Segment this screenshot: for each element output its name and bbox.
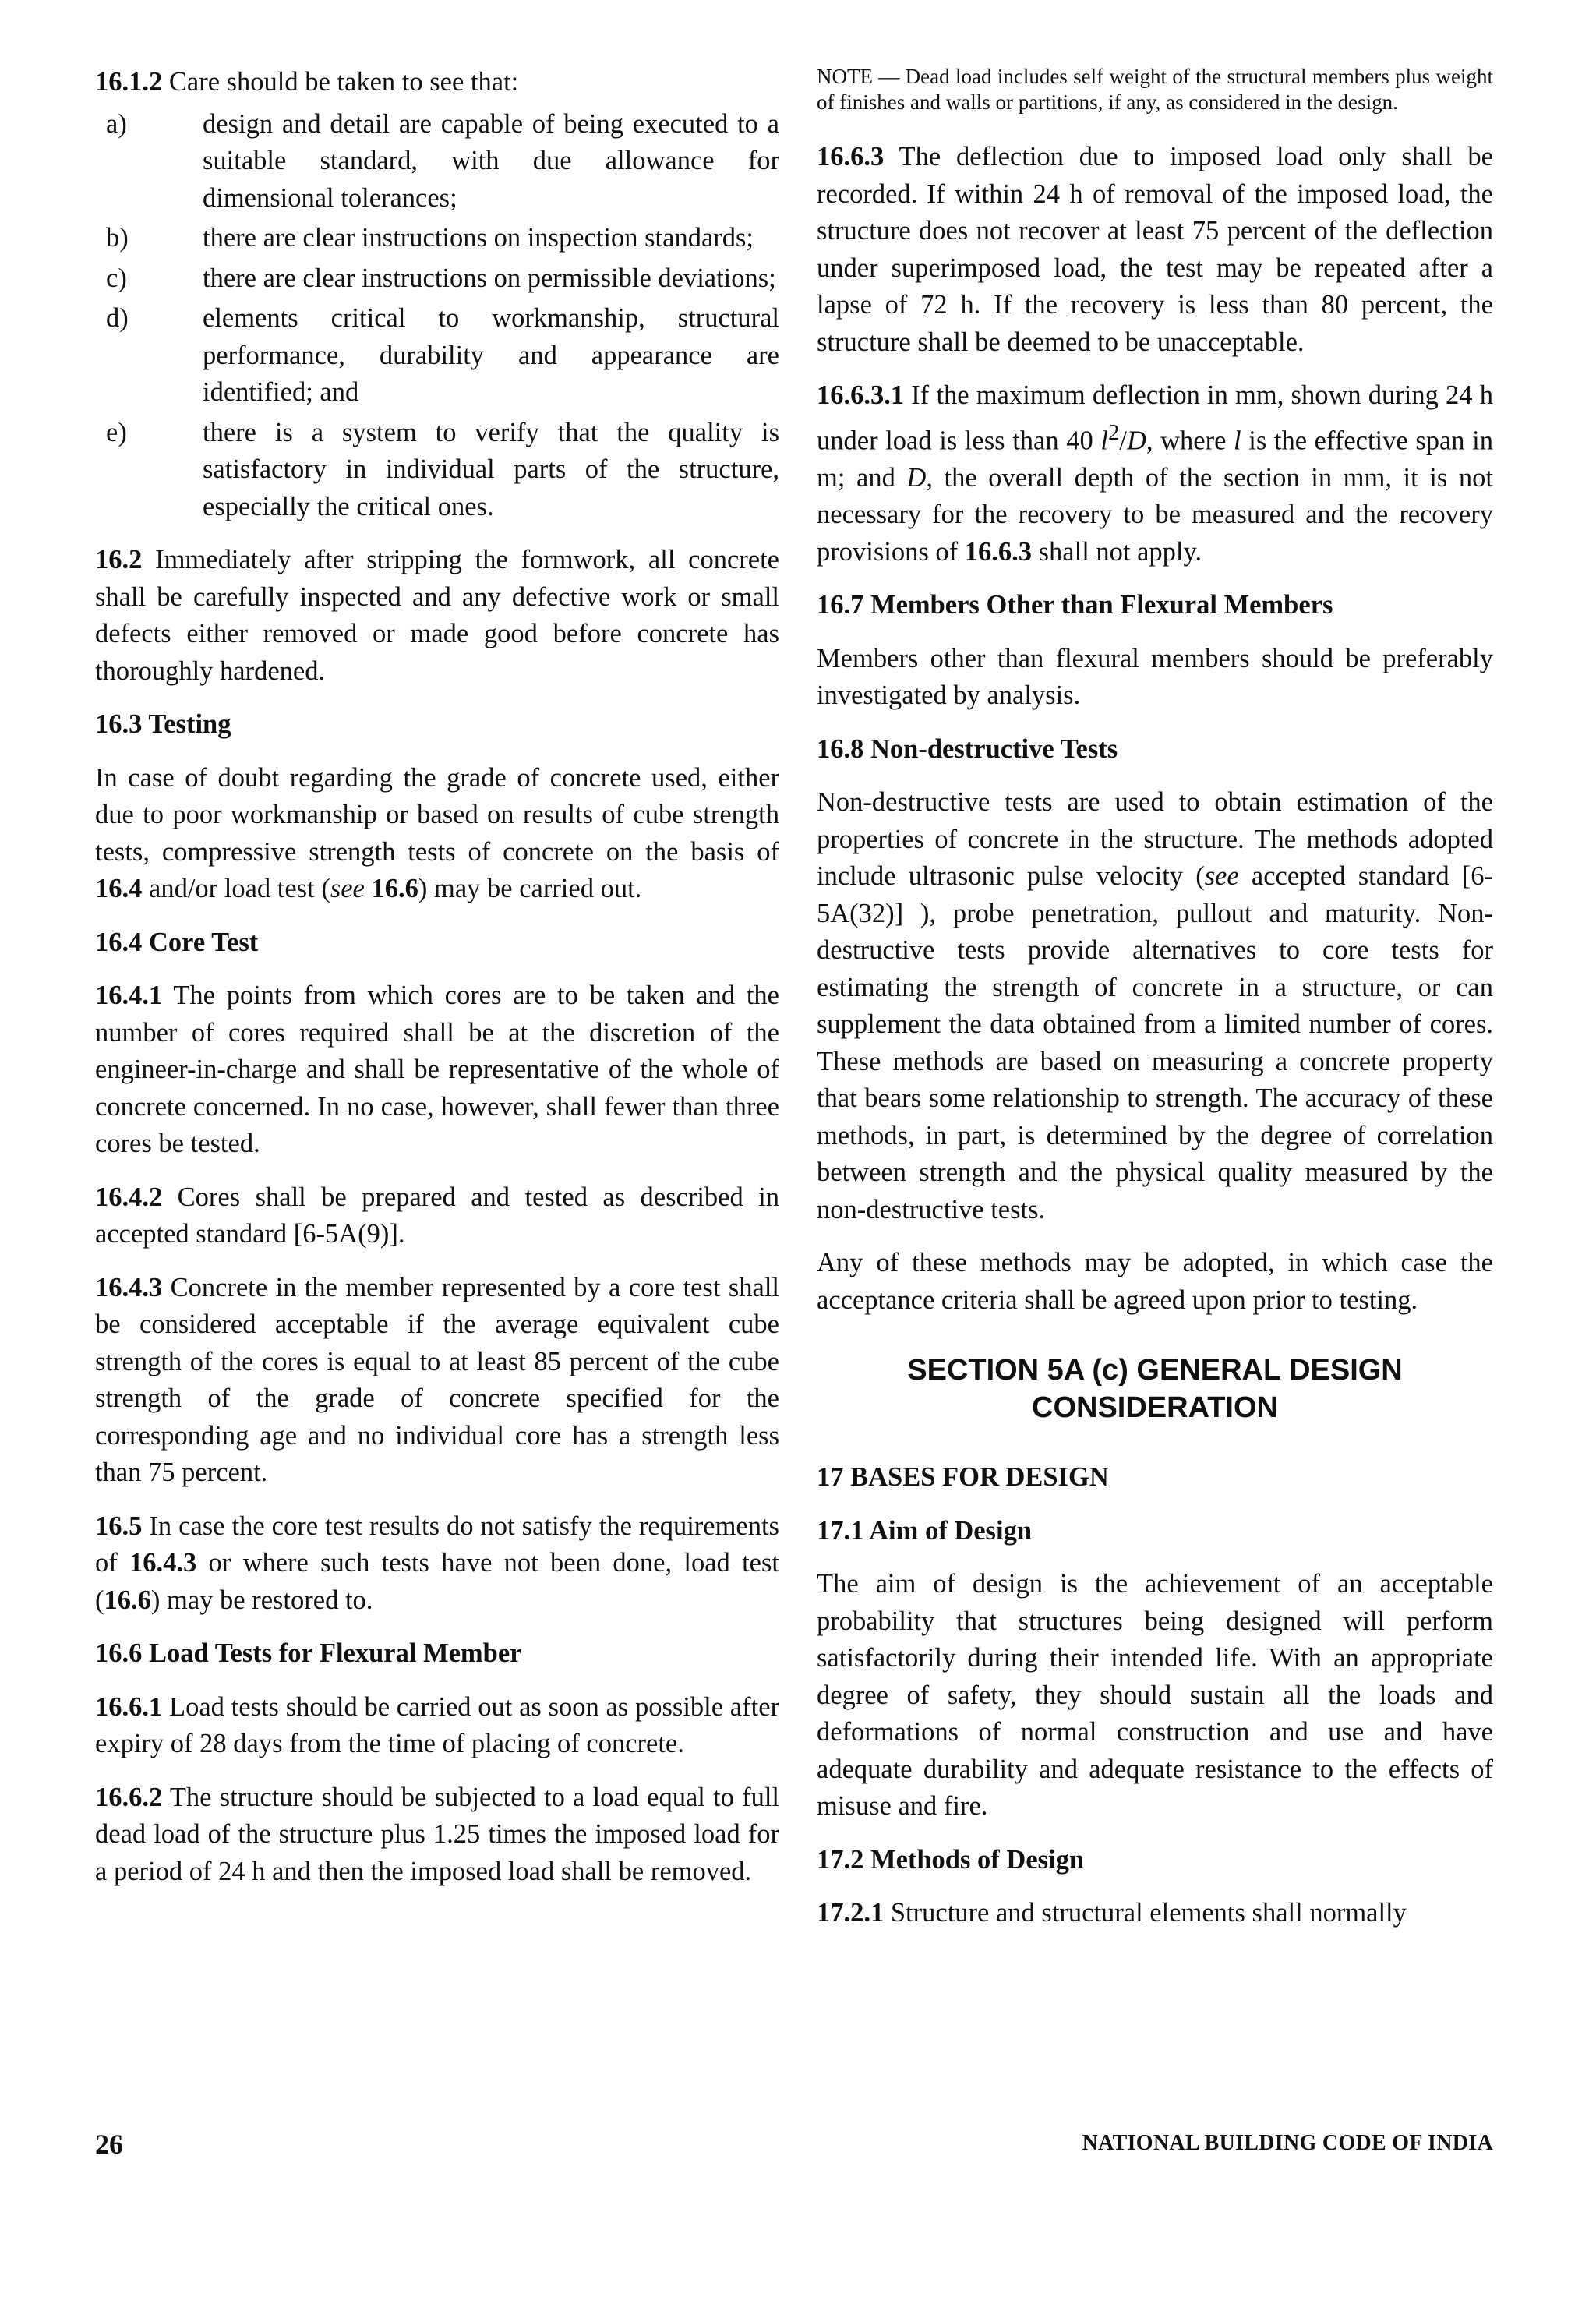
heading-16-4: 16.4 Core Test — [95, 927, 259, 957]
heading-17: 17 BASES FOR DESIGN — [817, 1462, 1109, 1492]
clause-16-6-1: 16.6.1 Load tests should be carried out as soon as possible after expiry of 28 days from the time of placing of concrete. — [95, 1691, 779, 1758]
clause-16-6-3: 16.6.3 The deflection due to imposed load only shall be recorded. If within 24 h of removal of the imposed load, the structure does not recover at least 75 percent of the deflection under superimposed load, the test may be repeated after a lapse of 72 h. If the recovery is less than 80 percent, the structure shall be deemed to be unacceptable. — [817, 142, 1493, 357]
clause-16-7-body: Members other than flexural members should be preferably investigated by analysis. — [817, 643, 1493, 710]
note: NOTE — Dead load includes self weight of the structural members plus weight of finishes and walls or partitions, if any, as considered in the design. — [817, 65, 1493, 114]
clause-16-1-2: 16.1.2 Care should be taken to see that: — [95, 67, 519, 97]
running-title: NATIONAL BUILDING CODE OF INDIA — [1082, 2131, 1493, 2155]
clause-17-2-1: 17.2.1 Structure and structural elements shall normally — [817, 1898, 1407, 1928]
list-item: c) there are clear instructions on permissible deviations; — [106, 263, 776, 293]
section-title: SECTION 5A (c) GENERAL DESIGN CONSIDERATION — [907, 1354, 1403, 1424]
clause-16-4-3: 16.4.3 Concrete in the member represented by a core test shall be considered acceptable if the average equivalent cube strength of the cores is equal to at least 85 percent of the cube strength of the grade of concrete specified for the corresponding age and no individual core has a strength less than 75 percent. — [95, 1272, 779, 1487]
heading-16-8: 16.8 Non-destructive Tests — [817, 733, 1118, 764]
clause-16-4-1: 16.4.1 The points from which cores are to be taken and the number of cores required shall be at the discretion of the engineer-in-charge and shall be representative of the whole of concrete concerned. In no case, however, shall fewer than three cores be tested. — [95, 981, 779, 1158]
page-number: 26 — [95, 2129, 123, 2160]
list-item: b) there are clear instructions on inspection standards; — [106, 223, 754, 253]
list-item: e) there is a system to verify that the quality is satisfactory in individual parts of the structure, especially the critical ones. — [106, 417, 779, 521]
clause-16-6-2: 16.6.2 The structure should be subjected to a load equal to full dead load of the structure plus 1.25 times the imposed load for a period of 24 h and then the imposed load shall be removed. — [95, 1782, 779, 1886]
clause-16-2: 16.2 Immediately after stripping the formwork, all concrete shall be carefully inspected and any defective work or small defects either removed or made good before concrete has thoroughly hardened. — [95, 545, 779, 686]
clause-17-1-body: The aim of design is the achievement of an acceptable probability that structures being designed will perform satisfactorily during their intended life. With an appropriate degree of safety, they should sustain all the loads and deformations of normal construction and use and have adequate durability and adequate resistance to the effects of misuse and fire. — [817, 1569, 1493, 1821]
clause-16-8-body: Non-destructive tests are used to obtain estimation of the properties of concrete in the structure. The methods adopted include ultrasonic pulse velocity (see accepted standard [6-5A(32)] ), probe penetration, pullout and maturity. Non-destructive tests provide alternatives to core tests for estimating the strength of concrete in a structure, or can supplement the data obtained from a limited number of cores. These methods are based on measuring a concrete property that bears some relationship to strength. The accuracy of these methods, in part, is determined by the degree of correlation between strength and the physical quality measured by the non-destructive tests. — [817, 787, 1493, 1224]
clause-16-5: 16.5 In case the core test results do not satisfy the requirements of 16.4.3 or where such tests have not been done, load test (16.6) may be restored to. — [95, 1511, 779, 1615]
right-column — [817, 64, 1493, 1949]
clause-16-3-body: In case of doubt regarding the grade of concrete used, either due to poor workmanship or based on results of cube strength tests, compressive strength tests of concrete on the basis of 16.4 and/or load test (see 16.6) may be carried out. — [95, 762, 779, 903]
clause-16-8-adoption: Any of these methods may be adopted, in which case the acceptance criteria shall be agreed upon prior to testing. — [817, 1248, 1493, 1315]
heading-17-2: 17.2 Methods of Design — [817, 1844, 1085, 1875]
clause-16-4-2: 16.4.2 Cores shall be prepared and tested as described in accepted standard [6-5A(9)]. — [95, 1182, 779, 1249]
heading-16-3: 16.3 Testing — [95, 709, 231, 739]
left-column — [95, 64, 779, 1907]
requirements-list — [95, 106, 779, 526]
heading-16-6: 16.6 Load Tests for Flexural Member — [95, 1638, 522, 1668]
heading-16-7: 16.7 Members Other than Flexural Members — [817, 590, 1333, 620]
list-item: d) elements critical to workmanship, structural performance, durability and appearance are identified; and — [106, 303, 779, 407]
heading-17-1: 17.1 Aim of Design — [817, 1515, 1032, 1546]
list-item: a) design and detail are capable of being executed to a suitable standard, with due allowance for dimensional tolerances; — [106, 108, 779, 213]
clause-16-6-3-1: 16.6.3.1 If the maximum deflection in mm, shown during 24 h under load is less than 40 $l^2/D$, where l is the effective span in m; and D, the overall depth of the section in mm, it is not necessary for the recovery to be measured and the recovery provisions of 16.6.3 shall not apply. — [817, 380, 1494, 567]
